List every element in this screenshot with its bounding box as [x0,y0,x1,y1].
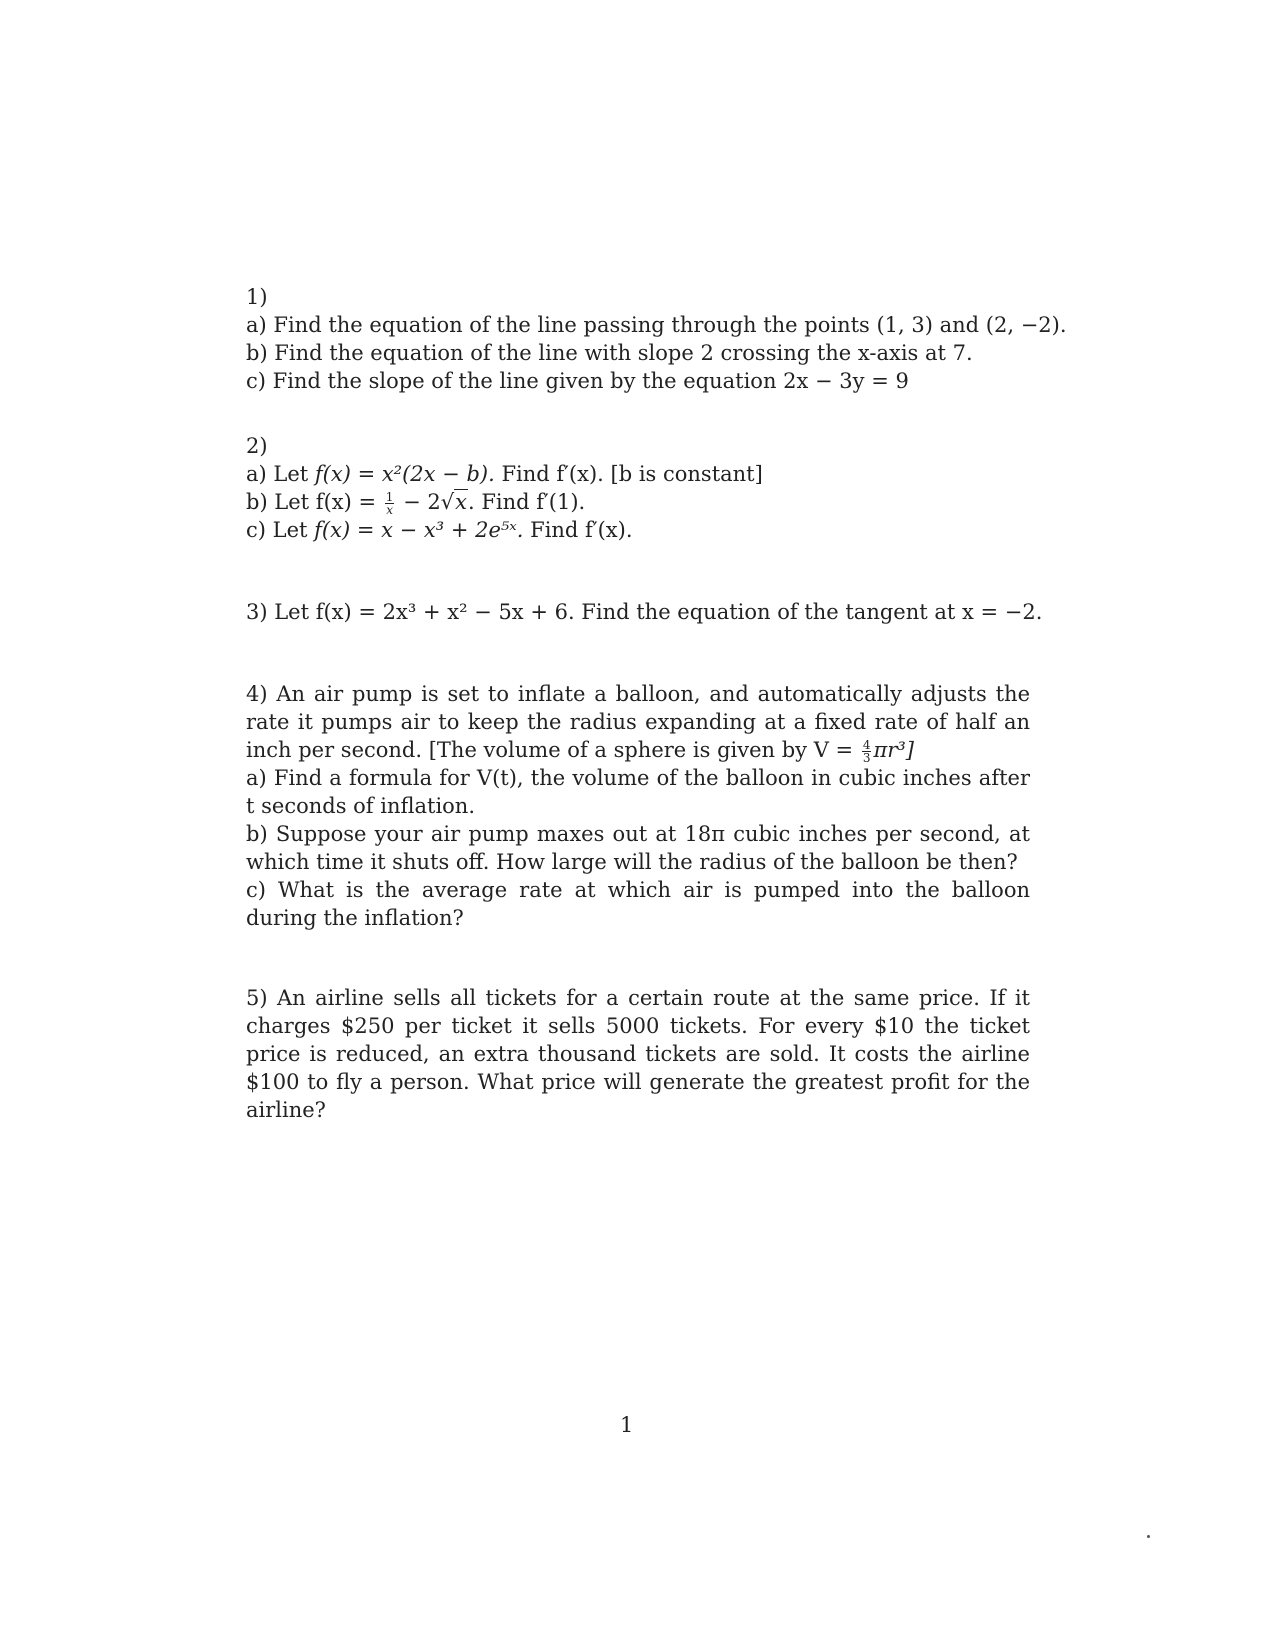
sphere-volume-fraction [862,739,872,764]
problem-4b: b) Suppose your air pump maxes out at 18π cubic inches per second, at which time it shuts off. How large will the radius of the balloon be then? [246,822,1030,874]
problem-1c: c) Find the slope of the line given by the equation 2x − 3y = 9 [246,369,909,393]
sphere-volume-tail: πr³] [873,738,914,762]
fraction-numerator: 1 [385,490,394,504]
problem-2b-middle: − 2 [403,490,441,514]
problem-1b: b) Find the equation of the line with slope 2 crossing the x-axis at 7. [246,341,973,365]
problem-2a-label: a) Let [246,462,309,486]
problem-2c [246,516,1030,544]
problem-5-text: 5) An airline sells all tickets for a certain route at the same price. If it charges $250 per ticket it sells 5000 tickets. For every $10 the ticket price is reduced, an extra thousand tickets are sold. It costs the airline $100 to fly a person. What price will generate the greatest profit for the airline? [246,986,1030,1122]
problem-2b: b) Let f(x) = $\frac{1}{x}$ − 2√x. Find f′(1). [246,490,586,517]
scan-speck [1147,1535,1150,1538]
problem-2 [246,432,1030,544]
problem-2c-task: Find f′(x). [530,518,633,542]
problem-2a [246,460,1030,488]
problem-2b-task: . Find f′(1). [467,490,586,514]
problem-2a-expression: f(x) = x²(2x − b). [314,462,495,486]
fraction-denominator: x [386,503,393,517]
problem-4 [246,680,1030,932]
problem-2c-expression: f(x) = x − x³ + 2e⁵ˣ. [314,518,524,542]
problem-2b-radicand: x [455,490,467,514]
problem-3 [246,598,1043,626]
problem-4a: a) Find a formula for V(t), the volume of the balloon in cubic inches after t seconds of inflation. [246,766,1030,818]
problem-4-intro [246,680,1030,764]
problem-2b-label: b) Let f(x) = [246,490,377,514]
problem-4-intro-text: 4) An air pump is set to inflate a balloon, and automatically adjusts the rate it pumps air to keep the radius expanding at a fixed rate of half an inch per second. [The volume of a sphere is given by V = [246,682,1030,762]
page-number: 1 [620,1413,634,1437]
problem-2-number: 2) [246,434,268,458]
fraction-numerator: 4 [862,738,871,752]
problem-5 [246,984,1030,1124]
problem-1-number: 1) [246,285,268,309]
problem-2c-label: c) Let [246,518,308,542]
fraction-denominator: 3 [862,751,871,765]
problem-2a-task: Find f′(x). [b is constant] [501,462,763,486]
problem-2b-fraction [385,491,395,516]
problem-1a: a) Find the equation of the line passing through the points (1, 3) and (2, −2). [246,313,1067,337]
problem-1 [246,283,1067,395]
problem-4c: c) What is the average rate at which air is pumped into the balloon during the inflation? [246,878,1030,930]
problem-3-text: 3) Let f(x) = 2x³ + x² − 5x + 6. Find the equation of the tangent at x = −2. [246,600,1043,624]
